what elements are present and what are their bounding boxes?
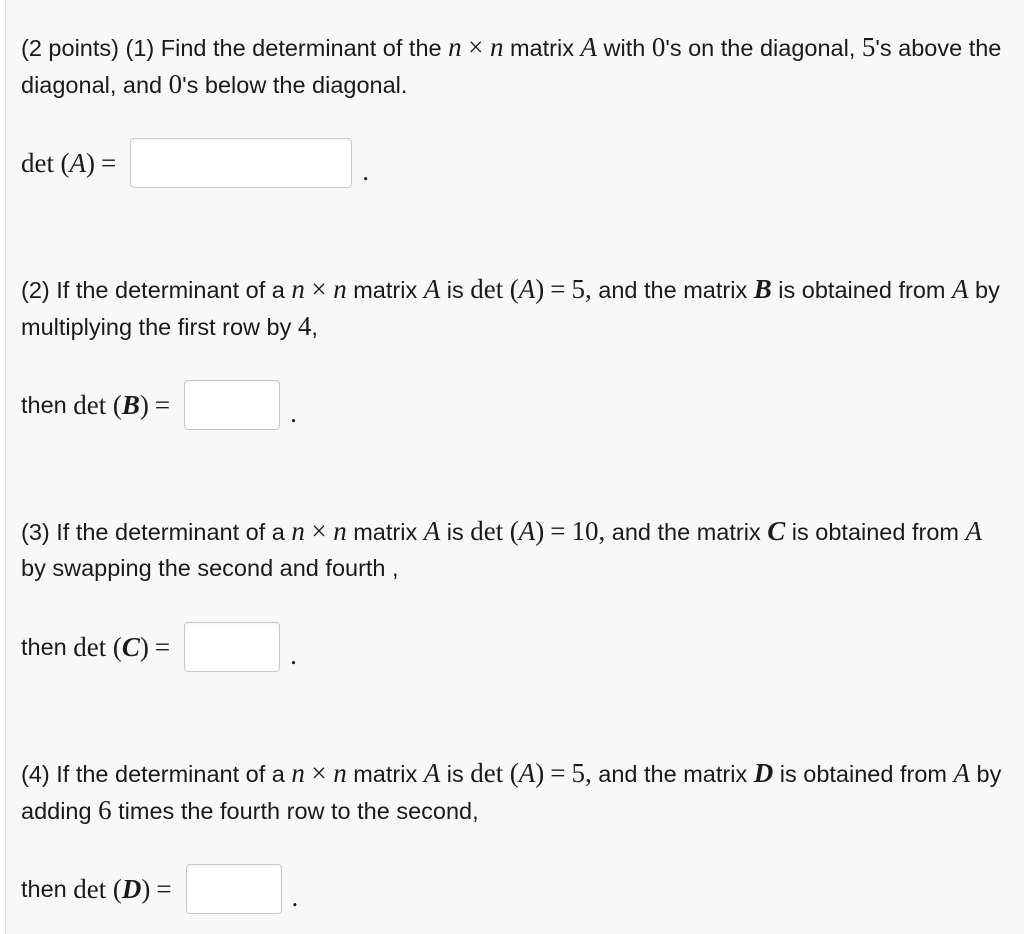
question-1-text: (2 points) (1) Find the determinant of the n × n matrix A with 0's on the diagonal, 5's above the diagonal, and 0's below the diagonal. — [21, 32, 1002, 99]
det-b-answer-input[interactable] — [184, 380, 280, 430]
problem-panel — [5, 0, 1024, 934]
question-3-answer-line: then det ( C ) = . — [21, 620, 297, 674]
question-2-text: (2) If the determinant of a n × n matrix A is det (A) = 5, and the matrix B is obtained from A by multiplying the first row by 4, — [21, 274, 1000, 341]
question-2-answer-line: then det ( B ) = . — [21, 378, 297, 432]
det-d-answer-input[interactable] — [186, 864, 282, 914]
question-4-text: (4) If the determinant of a n × n matrix A is det (A) = 5, and the matrix D is obtained from A by adding 6 times the fourth row to the second, — [21, 758, 1002, 825]
question-1-answer-line: det ( A ) = . — [21, 136, 369, 190]
det-c-answer-input[interactable] — [184, 622, 280, 672]
question-4-answer-line: then det ( D ) = . — [21, 862, 298, 916]
question-3-text: (3) If the determinant of a n × n matrix A is det (A) = 10, and the matrix C is obtained from A by swapping the second and fourth , — [21, 516, 983, 581]
det-a-answer-input[interactable] — [130, 138, 352, 188]
